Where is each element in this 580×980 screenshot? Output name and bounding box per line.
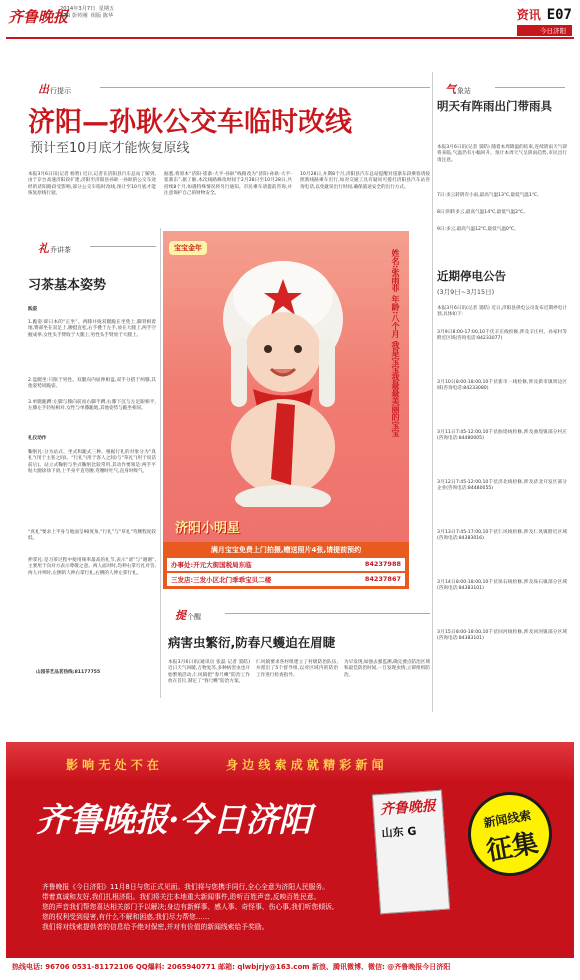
page-number: E07 — [546, 6, 572, 23]
tea-subhead-etiquette: 礼仪动作 — [28, 436, 47, 441]
weather-para-4: 9日:多云,最高气温12℃,最低气温0℃。 — [437, 227, 519, 232]
banner-line-3: 您的声音我们帮您喜达相关部门予以解决;身边有新鲜事、感人事、奇怪事、伤心事,我们听您倾诉, — [42, 903, 335, 911]
column-divider-left — [160, 228, 161, 698]
baby-slogan: 我是宝宝我最最美丽的宝宝 — [391, 341, 400, 437]
power-date-range: (3月9日~3月15日) — [437, 288, 495, 296]
edition-name: 今日济阳 — [517, 25, 572, 36]
baby-photo — [163, 231, 409, 587]
tea-para-3: 3.单腿跪蹲:左脚与膝向前而右脚半蹲,右膝下沉与左足跟相平,左膝左手轻贴相对,女性与单膝跪地,其他姿势与跪坐相同。 — [28, 400, 156, 412]
reminder-body-col1: 本报3月6日讯(通讯员 张磊 记者 窦皓)近日天气回暖,万物复苏,多种病害虫也开始繁殖活动,仁风镇把“春尺蠖”防治工作放在首位,制定了“春尺蠖”防治方案。 — [168, 660, 250, 685]
travel-headline: 济阳—孙耿公交车临时改线 — [28, 107, 352, 138]
weather-para-1: 本报3月6日讯(记者 窦皓) 随着本周降温的结束,连续阴雨天气即将来临,气温仍有小幅回升。预计本周天气呈阴雨趋势,市民出行请注意。 — [437, 145, 567, 163]
baby-illustration — [213, 257, 363, 507]
badge-bottom-text: 征集 — [484, 828, 541, 868]
tea-para-2: 2.盘腿坐:只限于男性。双腿向内屈伸相盘,双手分搭于两膝,其他姿势同跪姿。 — [28, 378, 156, 390]
branch-1-phone: 84237988 — [364, 560, 401, 568]
badge-top-text: 新闻线索 — [482, 808, 533, 831]
tea-tag-icon: 礼 — [38, 242, 49, 255]
banner-brand: 齐鲁晚报·今日济阳 — [36, 800, 312, 839]
weather-para-2: 7日:多云转阴有小雨,最高气温13℃,最低气温1℃。 — [437, 193, 542, 198]
issue-date: 2014年3月7日 — [60, 6, 96, 12]
travel-column-tag — [38, 81, 71, 97]
weather-para-3: 8日:阴转多云,最高气温14℃,最低气温2℃。 — [437, 210, 528, 215]
tea-tag-rule — [90, 246, 156, 247]
tea-tag-label: 乔讲茶 — [50, 246, 71, 254]
tea-para-5: “真礼”要求上半身与地面呈90度角,“行礼”与“草礼”弯腰程度较低。 — [28, 530, 156, 542]
issue-weekday: 星期五 — [98, 6, 115, 12]
branch-2-address: 三发店:三发小区北门乖乖宝贝二楼 — [171, 576, 272, 584]
power-para-4: 3月11日7:45-12:00,10千伏曲堤线检修,涉及曲堤镇部分村庄(咨询电话:84480005) — [437, 430, 567, 442]
banner-line-1: 齐鲁晚报《今日济阳》11月8日与您正式见面。我们将与您携手同行,全心全意为济阳人民服务。 — [42, 883, 330, 891]
reminder-column-tag — [175, 607, 201, 623]
reminder-tag-icon: 提 — [175, 609, 186, 622]
tea-para-6: 伸掌礼:是习茶过程中使用频率最高的礼节,表示“请”与“谢谢”,主要用于向对方表示尊敬之意。两人面对时,均伸右掌行礼对答,两人并列时,左侧的人伸右掌行礼,右侧的人伸左掌行礼。 — [28, 558, 156, 576]
weather-tag-label: 象站 — [457, 87, 471, 95]
baby-name: 姓名:张雨菲 — [391, 249, 400, 293]
banner-line-5: 我们将对线索提供者的信息给予绝对保密,并对有价值的新闻线索给予奖励。 — [42, 923, 269, 931]
banner-tagline-right: 身 边 线 索 成 就 精 彩 新 闻 — [226, 758, 384, 772]
travel-tag-icon: 出 — [38, 83, 49, 96]
hotline-bar: 热线电话: 96706 0531-81172106 QQ爆料: 2065940771 邮箱: qlwbjrjy@163.com 新浪、腾讯微博、微信: @齐鲁晚报今日济阳 — [6, 958, 574, 974]
power-para-8: 3月15日8:00-18:00,10千伏回河线检修,涉及回河镇部分区域(咨询电话:84383101) — [437, 630, 567, 642]
banner-copy — [42, 882, 402, 932]
banner-line-2: 带着真诚和友好,我们扎根济阳。我们将关注本地重大新闻事件,聆听百姓声音,反映百姓民意。 — [42, 893, 321, 901]
branch-2-phone: 84237867 — [364, 575, 401, 583]
section-name: 资讯 — [516, 8, 541, 22]
issue-meta — [60, 6, 114, 20]
newspaper-logo: 齐鲁晚报 — [8, 8, 69, 26]
travel-tag-label: 行提示 — [50, 87, 71, 95]
banner-line-4: 您的权利受到侵害,有什么不解和困惑,我们尽力帮您…… — [42, 913, 210, 921]
weather-column-tag — [445, 81, 471, 97]
editor-credit: 编辑 彭传刚 — [60, 13, 88, 19]
travel-subheadline: 预计至10月底才能恢复原线 — [30, 141, 190, 156]
page-label — [517, 4, 572, 36]
studio-promo: 满月宝宝免费上门拍摄,赠送照片4张,请提前预约 — [210, 546, 362, 554]
studio-branch-2 — [167, 573, 405, 586]
promo-banner — [6, 742, 574, 974]
reminder-headline: 病害虫繁衍,防春尺蠖迫在眉睫 — [168, 635, 336, 650]
layout-credit: 组版 陈华 — [90, 13, 114, 19]
branch-1-address: 办事处:开元大街国税局东临 — [171, 561, 252, 569]
power-para-6: 3月13日7:45-17:00,10千伏仁风线检修,涉及仁风镇附近区域(咨询电话:84383016) — [437, 530, 567, 542]
travel-tag-rule — [100, 87, 430, 88]
photo-side-caption — [353, 249, 401, 437]
tea-subhead-posture: 践姿 — [28, 307, 38, 312]
power-para-5: 3月12日7:45-12:00,10千伏济北线检修,涉及济北开发区部分企业(咨询电话:84480055) — [437, 480, 567, 492]
tea-column-tag — [38, 240, 71, 256]
tea-para-1: 1.跪姿:即日本的“正坐”。两膝并拢双腿跪在坐垫上,脚背相着地,臀部坐在双足上,腰挺直松,右手叠于左手,放在大腿上,两手空握成拳,女性头手臂收于大腿上,男性头手臂放于大腿上。 — [28, 320, 156, 338]
roll-subhead: 山东 G — [381, 824, 417, 840]
tea-hotline-credit: 山园茶艺品茗热线:81177755 — [36, 670, 101, 675]
travel-body-col1: 本报3月6日讯(记者 杨智) 近日,记者在济阳县汽车总站了解到,由于京台高速济阳段扩建,济阳至济阳县孙耿一孙耿的公交车途经的济阳路段受影响,部分公交车临时改线,预计至10月底才能恢复原线行驶。 — [28, 172, 156, 197]
baby-age: 年龄:八个月 — [391, 295, 400, 339]
power-para-7: 3月14日8:00-18:00,10千伏垛石线检修,涉及垛石镇部分区域(咨询电话:84383101) — [437, 580, 567, 592]
reminder-body-col3: 为早发现,如强去强监测,确完要点防治区域和最佳防治时间,一旦发现虫情,立即组织防治。 — [344, 660, 430, 678]
weather-tag-rule — [495, 87, 565, 88]
tea-headline: 习茶基本姿势 — [28, 278, 107, 293]
power-para-2: 3月9日8:00-17:00,10千伏辛庄线检修,涉及辛庄村、孙家村等附近区域(咨询电话:84233077) — [437, 330, 567, 342]
weather-headline: 明天有阵雨出门带雨具 — [437, 99, 552, 113]
travel-body-col3: 10月28日,并期8个月,济阳县汽车总站提醒对崖寨东段乘客请按照新线路乘车出行,如对交通工具有疑问可拨打济阳县汽车站咨询电话,以免耽误出行时间,确保旅途安全的出行方式。 — [300, 172, 430, 190]
photo-studio-ad — [163, 542, 409, 589]
weather-tag-icon: 气 — [445, 83, 456, 96]
reminder-body-col2: 仁风镇要求各村组建立了村级防治队伍,并派出了5个督导组,以对区域内的防治工作进行检查指导。 — [256, 660, 338, 678]
photo-badge: 宝宝金年 — [169, 241, 207, 255]
header-rule — [6, 37, 574, 39]
column-divider-right — [432, 72, 433, 712]
studio-branch-1 — [167, 558, 405, 571]
roll-masthead: 齐鲁晚报 — [379, 798, 437, 819]
reminder-tag-label: 个醒 — [187, 613, 201, 621]
power-headline: 近期停电公告 — [437, 269, 506, 283]
photo-caption: 济阳小明星 — [175, 521, 241, 536]
travel-body-col2: 据悉,将原本“济阳-崔寨-大平-孙耿”线路改为“济阳-孙耿-大平-崔寨东”,据了解,本次线路修改时间于2月28日至10月28日,共持续8个月,如遇特殊情况将另行通知。市民乘车请提前咨询,并注意保护自己的财物安全。 — [164, 172, 292, 197]
reminder-tag-rule — [225, 613, 430, 614]
power-para-1: 本报3月6日讯(记者 窦皓) 近日,济阳县供电公司发布近期停电计划,具体如下: — [437, 306, 567, 318]
tea-para-4: 鞠躬礼:分为站式、坐式和跪式三种。根据行礼的对象分为“真礼”(用于主客之间)、“行礼”(用于客人之间)与“草礼”(用于说话前后)。站立式鞠躬与坐式鞠躬比较常用,其动作要领是:两手平贴大腿徐徐下滑,上半身平直弯腰,弯腰时吐气,直身时吸气。 — [28, 450, 156, 475]
callout-badge — [461, 785, 558, 882]
banner-tagline-left: 影 响 无 处 不 在 — [66, 758, 159, 772]
power-para-3: 3月10日8:00-18:00,10千伏新市一线检修,涉及新市镇周边区域(咨询电话:84233080) — [437, 380, 567, 392]
